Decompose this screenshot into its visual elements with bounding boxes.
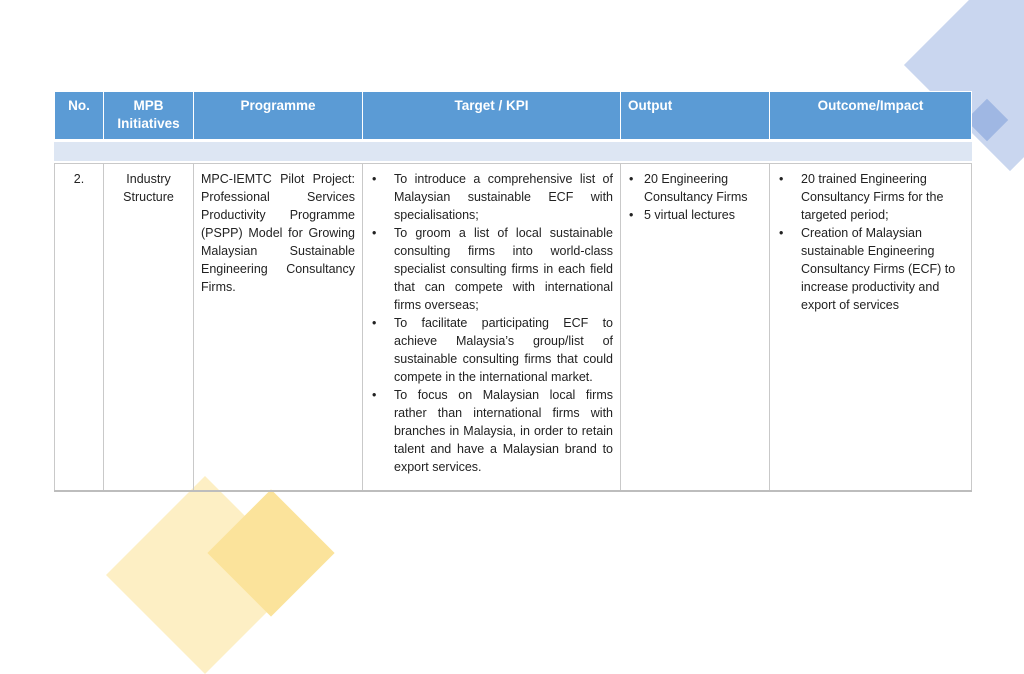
- header-no: No.: [55, 92, 104, 140]
- header-initiatives: MPB Initiatives: [104, 92, 194, 140]
- list-item: • Creation of Malaysian sustainable Engineering Consultancy Firms (ECF) to increase productivity and export of services: [779, 226, 956, 312]
- outcome-list: [777, 170, 964, 314]
- list-item: • 20 Engineering Consultancy Firms: [629, 172, 748, 204]
- cell-outcome-impact: [770, 164, 972, 492]
- bullet-icon: •: [372, 172, 377, 186]
- bullet-icon: •: [779, 172, 784, 186]
- bullet-icon: •: [372, 388, 377, 402]
- header-output: Output: [621, 92, 770, 140]
- header-programme: Programme: [194, 92, 363, 140]
- cell-target-kpi: [363, 164, 621, 492]
- bullet-icon: •: [629, 208, 634, 222]
- output-list: [628, 170, 762, 224]
- table-spacer-row: [55, 142, 972, 161]
- kpi-table: [54, 91, 972, 492]
- bullet-icon: •: [372, 226, 377, 240]
- cell-no: 2.: [55, 164, 104, 492]
- list-item: • To groom a list of local sustainable consulting firms into world-class specialist consulting firms in each field that can compete with international firms overseas;: [372, 226, 613, 312]
- list-item: • To facilitate participating ECF to achieve Malaysia’s group/list of sustainable consulting firms that could compete in the international market.: [372, 316, 613, 384]
- target-list: [370, 170, 613, 476]
- cell-output: [621, 164, 770, 492]
- list-item: • 20 trained Engineering Consultancy Firms for the targeted period;: [779, 172, 944, 222]
- bullet-icon: •: [372, 316, 377, 330]
- cell-initiative: Industry Structure: [104, 164, 194, 492]
- header-outcome-impact: Outcome/Impact: [770, 92, 972, 140]
- table-row: [55, 164, 972, 492]
- list-item: • 5 virtual lectures: [629, 208, 736, 222]
- table-header-row: [55, 92, 972, 140]
- list-item: • To introduce a comprehensive list of Malaysian sustainable ECF with specialisations;: [372, 172, 613, 222]
- bullet-icon: •: [779, 226, 784, 240]
- header-target-kpi: Target / KPI: [363, 92, 621, 140]
- cell-programme: MPC-IEMTC Pilot Project: Professional Services Productivity Programme (PSPP) Model for Growing Malaysian Sustainable Engineering Consultancy Firms.: [194, 164, 363, 492]
- bullet-icon: •: [629, 172, 634, 186]
- list-item: • To focus on Malaysian local firms rather than international firms with branches in Malaysia, in order to retain talent and have a Malaysian brand to export services.: [372, 388, 613, 474]
